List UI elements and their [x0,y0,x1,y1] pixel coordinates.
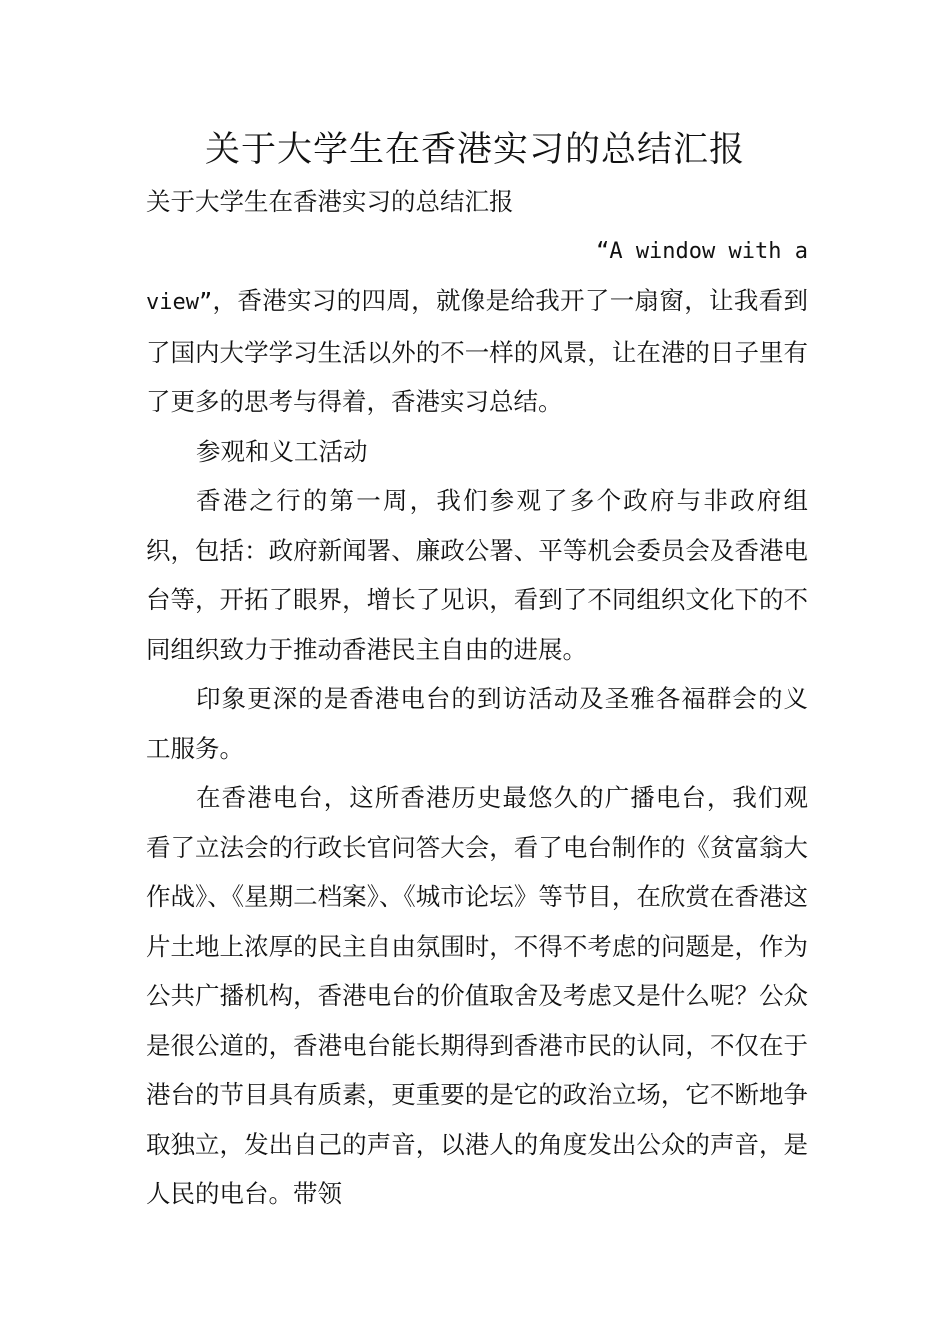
intro-paragraph [146,276,808,427]
section-heading: 参观和义工活动 [196,436,368,466]
quote-opening-line: “A window with a [596,238,808,264]
intro-text: ，香港实习的四周，就像是给我开了一扇窗，让我看到了国内大学学习生活以外的不一样的风景，让在港的日子里有了更多的思考与得着，香港实习总结。 [146,286,808,416]
quote-continuation: view” [146,290,213,315]
paragraph: 在香港电台，这所香港历史最悠久的广播电台，我们观看了立法会的行政长官问答大会，看了电台制作的《贫富翁大作战》、《星期二档案》、《城市论坛》等节目，在欣赏在香港这片土地上浓厚的民主自由氛围时，不得不考虑的问题是，作为公共广播机构，香港电台的价值取舍及考虑又是什么呢？公众是很公道的，香港电台能长期得到香港市民的认同，不仅在于港台的节目具有质素，更重要的是它的政治立场，它不断地争取独立，发出自己的声音，以港人的角度发出公众的声音，是人民的电台。带领 [146,783,808,1208]
paragraph: 香港之行的第一周，我们参观了多个政府与非政府组织，包括：政府新闻署、廉政公署、平等机会委员会及香港电台等，开拓了眼界，增长了见识，看到了不同组织文化下的不同组织致力于推动香港民主自由的进展。 [146,486,808,664]
document-title: 关于大学生在香港实习的总结汇报 [204,130,745,170]
document-body [146,177,808,1219]
paragraph: 印象更深的是香港电台的到访活动及圣雅各福群会的义工服务。 [146,684,808,763]
document-subtitle: 关于大学生在香港实习的总结汇报 [146,187,514,216]
